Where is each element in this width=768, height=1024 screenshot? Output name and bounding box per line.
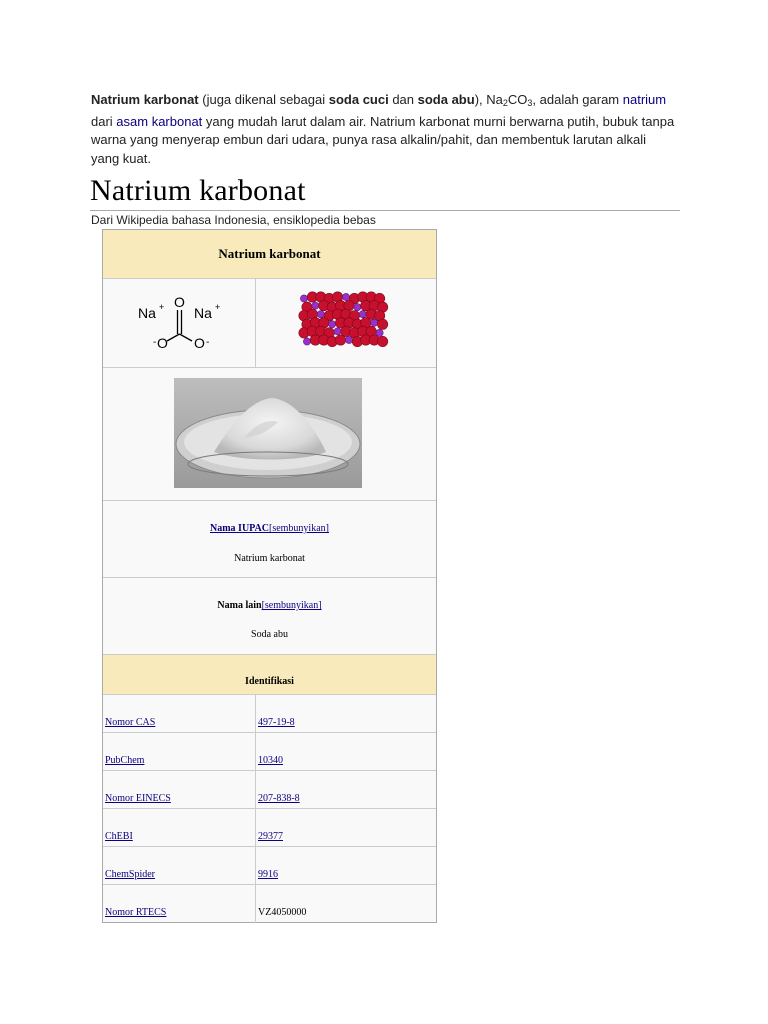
infobox-title: Natrium karbonat bbox=[103, 230, 436, 278]
intro-paragraph bbox=[91, 91, 676, 168]
sodium-atom bbox=[359, 311, 366, 318]
identifier-key-link[interactable]: Nomor EINECS bbox=[105, 793, 171, 804]
crystal-model-cell bbox=[256, 279, 434, 367]
sodium-atom bbox=[329, 321, 336, 328]
iupac-hide-toggle[interactable]: [sembunyikan] bbox=[268, 523, 329, 534]
oxygen-atom bbox=[377, 336, 387, 346]
identifier-key-link[interactable]: ChEBI bbox=[105, 831, 133, 842]
title-divider bbox=[90, 210, 680, 211]
identifier-row bbox=[103, 808, 436, 846]
intro-text: (juga dikenal sebagai bbox=[198, 92, 329, 107]
crystal-model-image bbox=[256, 279, 434, 368]
identification-header: Identifikasi bbox=[103, 654, 436, 694]
tagline: Dari Wikipedia bahasa Indonesia, ensiklopedia bebas bbox=[91, 213, 376, 227]
identifier-value-link[interactable]: 9916 bbox=[258, 869, 278, 880]
oxygen-atom bbox=[377, 319, 387, 329]
intro-text: CO bbox=[507, 92, 528, 107]
other-names-row bbox=[103, 577, 436, 654]
identifier-row bbox=[103, 732, 436, 770]
identifier-key-link[interactable]: Nomor CAS bbox=[105, 717, 156, 728]
identifier-key-link[interactable]: ChemSpider bbox=[105, 869, 155, 880]
formula-subscript: 3 bbox=[527, 98, 533, 108]
sodium-left-label: Na bbox=[138, 305, 156, 321]
sodium-atom bbox=[345, 336, 352, 343]
sodium-right-label: Na bbox=[194, 305, 212, 321]
photo-row bbox=[103, 367, 436, 500]
sodium-atom bbox=[334, 328, 341, 335]
oxygen-right-label: O bbox=[194, 335, 205, 351]
iupac-name-link[interactable]: Nama IUPAC bbox=[210, 523, 269, 534]
charge-minus: - bbox=[153, 337, 157, 348]
other-names-label: Nama lain bbox=[217, 600, 262, 611]
intro-text: yang mudah larut dalam air. Natrium karbonat murni berwarna putih, bubuk tanpa warna yang menyerap embun dari udara, punya rasa alkalin/pahit, dan membentuk larutan alkali yang kuat. bbox=[91, 113, 675, 166]
charge-plus: + bbox=[159, 302, 165, 312]
sample-photo bbox=[174, 378, 362, 488]
identifier-value-link[interactable]: 497-19-8 bbox=[258, 717, 295, 728]
oxygen-atom bbox=[335, 335, 345, 345]
identifier-key-link[interactable]: PubChem bbox=[105, 755, 145, 766]
oxygen-top-label: O bbox=[174, 294, 185, 310]
natrium-link[interactable]: natrium bbox=[622, 92, 667, 107]
sodium-atom bbox=[303, 338, 310, 345]
iupac-name-row bbox=[103, 500, 436, 577]
identifier-value-text: VZ4050000 bbox=[258, 907, 307, 918]
identifier-row bbox=[103, 884, 436, 922]
sodium-atom bbox=[312, 302, 319, 309]
intro-bold-term: Natrium karbonat bbox=[91, 92, 199, 107]
identifier-row bbox=[103, 846, 436, 884]
intro-text: dari bbox=[91, 113, 117, 129]
structural-formula-image bbox=[103, 279, 256, 368]
identifier-value-link[interactable]: 207-838-8 bbox=[258, 793, 300, 804]
identifier-row bbox=[103, 770, 436, 808]
intro-text: , adalah garam bbox=[532, 92, 623, 107]
sodium-atom bbox=[354, 304, 361, 311]
formula-subscript: 2 bbox=[502, 98, 508, 108]
iupac-name-value: Natrium karbonat bbox=[234, 553, 305, 564]
sodium-atom bbox=[342, 293, 349, 300]
structure-row bbox=[103, 278, 436, 367]
identifier-value-link[interactable]: 29377 bbox=[258, 831, 283, 842]
identifier-value-link[interactable]: 10340 bbox=[258, 755, 283, 766]
structural-formula-cell bbox=[103, 279, 256, 367]
intro-text: ), Na bbox=[474, 92, 503, 107]
oxygen-left-label: O bbox=[157, 335, 168, 351]
intro-text: dan bbox=[388, 92, 418, 107]
asam-karbonat-link[interactable]: asam karbonat bbox=[116, 113, 203, 129]
sodium-atom bbox=[317, 311, 324, 318]
intro-bold-term: soda cuci bbox=[328, 92, 389, 107]
charge-plus: + bbox=[215, 302, 221, 312]
infobox bbox=[102, 229, 437, 923]
sodium-atom bbox=[371, 319, 378, 326]
identifier-key-link[interactable]: Nomor RTECS bbox=[105, 907, 167, 918]
page-title: Natrium karbonat bbox=[90, 174, 306, 207]
identifier-row bbox=[103, 694, 436, 732]
sodium-atom bbox=[300, 295, 307, 302]
intro-bold-term: soda abu bbox=[417, 92, 475, 107]
charge-minus: - bbox=[206, 337, 210, 348]
other-names-hide-toggle[interactable]: [sembunyikan] bbox=[261, 600, 322, 611]
other-names-value: Soda abu bbox=[251, 629, 288, 640]
